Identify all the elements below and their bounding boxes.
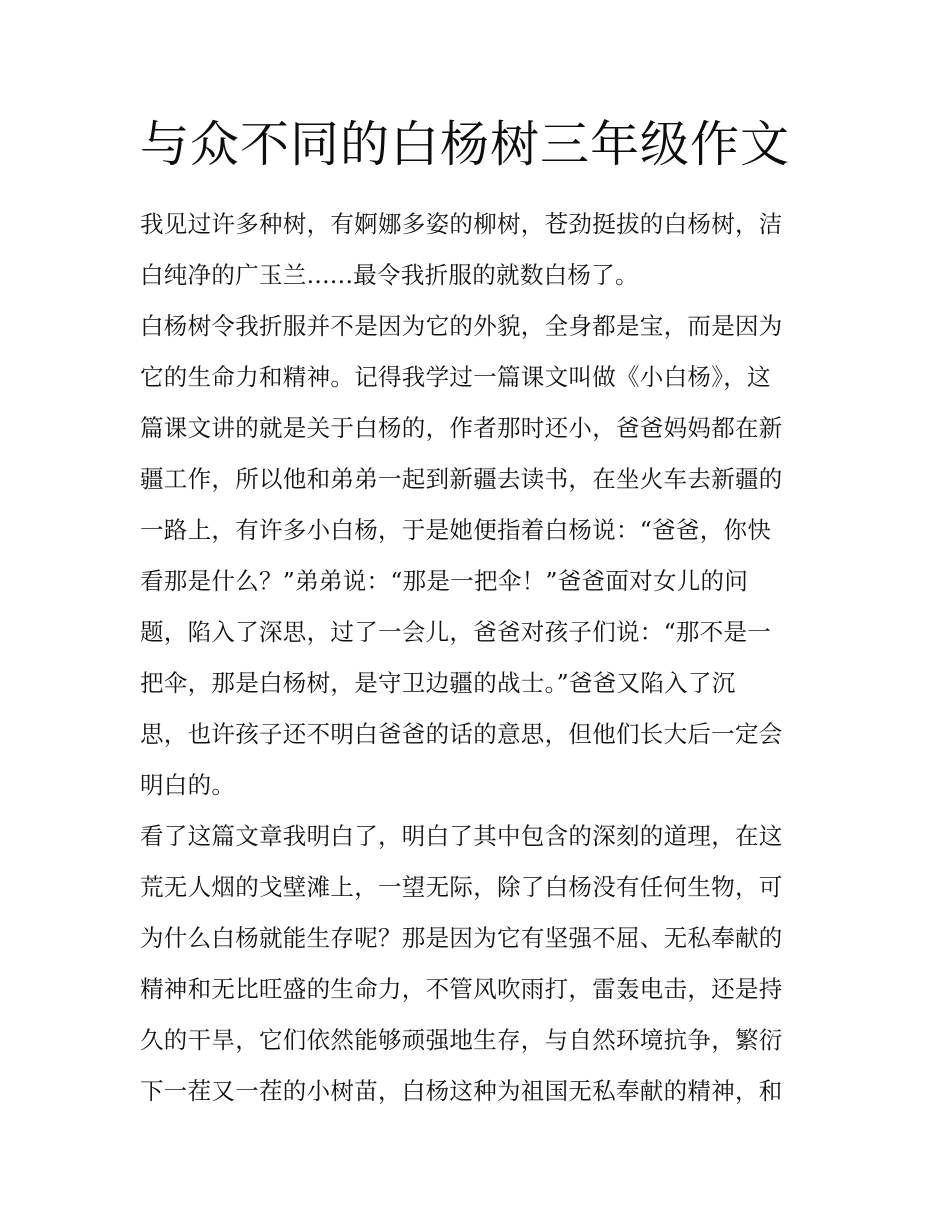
text-line: 看了这篇文章我明白了，明白了其中包含的深刻的道理，在这 [140,822,783,850]
text-line: 它的生命力和精神。记得我学过一篇课文叫做《小白杨》，这 [140,363,771,391]
document-body [140,199,812,1117]
text-line: 题，陷入了深思，过了一会儿，爸爸对孩子们说：“那不是一 [140,618,772,646]
text-line: 精神和无比旺盛的生命力，不管风吹雨打，雷轰电击，还是持 [140,975,783,1003]
text-line: 下一茬又一茬的小树苗，白杨这种为祖国无私奉献的精神，和 [140,1077,783,1105]
text-line: 白杨树令我折服并不是因为它的外貌，全身都是宝，而是因为 [140,312,783,340]
text-line: 篇课文讲的就是关于白杨的，作者那时还小，爸爸妈妈都在新 [140,414,783,442]
text-line: 为什么白杨就能生存呢？那是因为它有坚强不屈、无私奉献的 [140,924,783,952]
text-line: 把伞，那是白杨树，是守卫边疆的战士。”爸爸又陷入了沉 [140,669,736,697]
text-line: 久的干旱，它们依然能够顽强地生存，与自然环境抗争，繁衍 [140,1026,783,1054]
text-line: 一路上，有许多小白杨，于是她便指着白杨说：“爸爸，你快 [140,516,772,544]
text-line: 明白的。 [140,771,236,799]
text-line: 白纯净的广玉兰......最令我折服的就数白杨了。 [140,261,639,289]
text-line: 思，也许孩子还不明白爸爸的话的意思，但他们长大后一定会 [140,720,783,748]
text-line: 疆工作，所以他和弟弟一起到新疆去读书，在坐火车去新疆的 [140,465,783,493]
document-title: 与众不同的白杨树三年级作文 [140,116,791,173]
text-line: 荒无人烟的戈壁滩上，一望无际，除了白杨没有任何生物，可 [140,873,783,901]
text-line: 看那是什么？”弟弟说：“那是一把伞！”爸爸面对女儿的问 [140,567,749,595]
text-line: 我见过许多种树，有婀娜多姿的柳树，苍劲挺拔的白杨树，洁 [140,210,783,238]
